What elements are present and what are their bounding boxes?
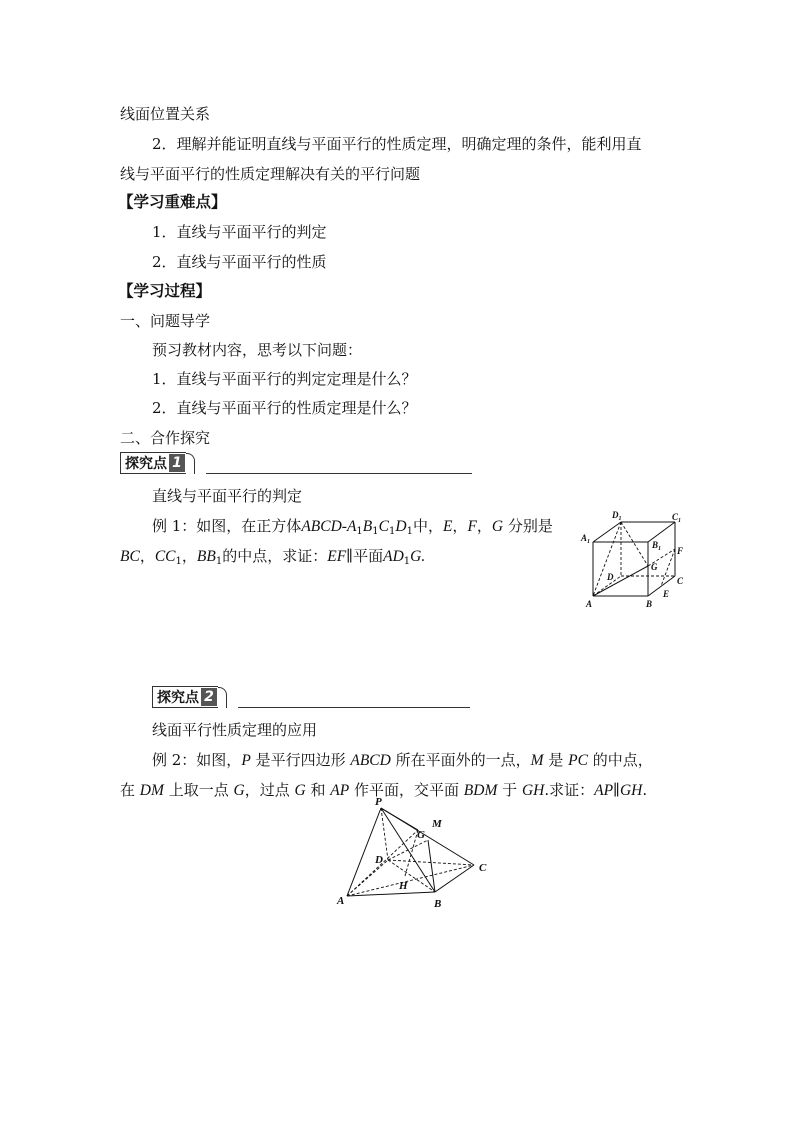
text-line: 2．直线与平面平行的性质 <box>152 253 327 271</box>
label-M: M <box>432 818 442 830</box>
text-line: 线与平面平行的性质定理解决有关的平行问题 <box>120 165 421 183</box>
pyramid-figure <box>334 794 500 914</box>
section-heading-key-points: 【学习重难点】 <box>118 192 227 211</box>
cube-figure <box>576 506 691 612</box>
text-line: 一、问题导学 <box>120 312 211 330</box>
text-line: 2．理解并能证明直线与平面平行的性质定理，明确定理的条件，能利用直 <box>152 135 642 153</box>
label-D1: $D_1$ <box>612 510 622 522</box>
label-H: H <box>399 880 408 892</box>
label-A: A <box>586 599 593 609</box>
label-F: F <box>677 546 684 556</box>
label-B: B <box>646 599 653 609</box>
label-B: B <box>434 898 442 910</box>
example-2-text: 例 2：如图，P 是平行四边形 ABCD 所在平面外的一点，M 是 PC 的中点， <box>152 751 653 769</box>
text-line: 预习教材内容，思考以下问题： <box>152 341 363 359</box>
label-G: G <box>417 829 425 841</box>
label-G: G <box>651 562 658 572</box>
label-D: D <box>375 854 383 866</box>
tag-label: 探究点 2 <box>152 686 218 708</box>
tag-number: 1 <box>169 454 185 472</box>
divider <box>238 707 470 708</box>
text-line: 2．直线与平面平行的性质定理是什么？ <box>152 399 417 417</box>
label-E: E <box>663 589 670 599</box>
text-line: 1．直线与平面平行的判定定理是什么？ <box>152 370 417 388</box>
label-C1: $C_1$ <box>672 512 682 524</box>
explore-point-tag-2 <box>152 686 227 708</box>
label-C: C <box>677 576 684 586</box>
label-C: C <box>479 862 487 874</box>
divider <box>206 473 472 474</box>
label-A: A <box>337 895 345 907</box>
text-line: 二、合作探究 <box>120 429 211 447</box>
text-line: 线面位置关系 <box>120 105 211 123</box>
text-line: 1．直线与平面平行的判定 <box>152 223 327 241</box>
label-D: D <box>607 572 614 582</box>
section-title: 直线与平面平行的判定 <box>152 487 303 505</box>
tag-number: 2 <box>201 688 217 706</box>
example-2-text: 在 DM 上取一点 G，过点 G 和 AP 作平面，交平面 BDM 于 GH.求证：AP∥GH. <box>120 781 648 799</box>
label-P: P <box>375 796 382 808</box>
explore-point-tag-1 <box>120 452 195 474</box>
section-title: 线面平行性质定理的应用 <box>152 721 318 739</box>
example-1-text: 例 1：如图，在正方体ABCD-$A_1B_1C_1D_1$中，E，F，G 分别是 <box>152 517 553 537</box>
example-1-text: BC，$CC_1$，$BB_1$的中点，求证：EF∥平面$AD_1G$. <box>120 547 426 567</box>
tag-label: 探究点 1 <box>120 452 186 474</box>
label-B1: $B_1$ <box>652 540 662 552</box>
section-heading-process: 【学习过程】 <box>118 281 212 300</box>
label-A1: $A_1$ <box>581 533 591 545</box>
